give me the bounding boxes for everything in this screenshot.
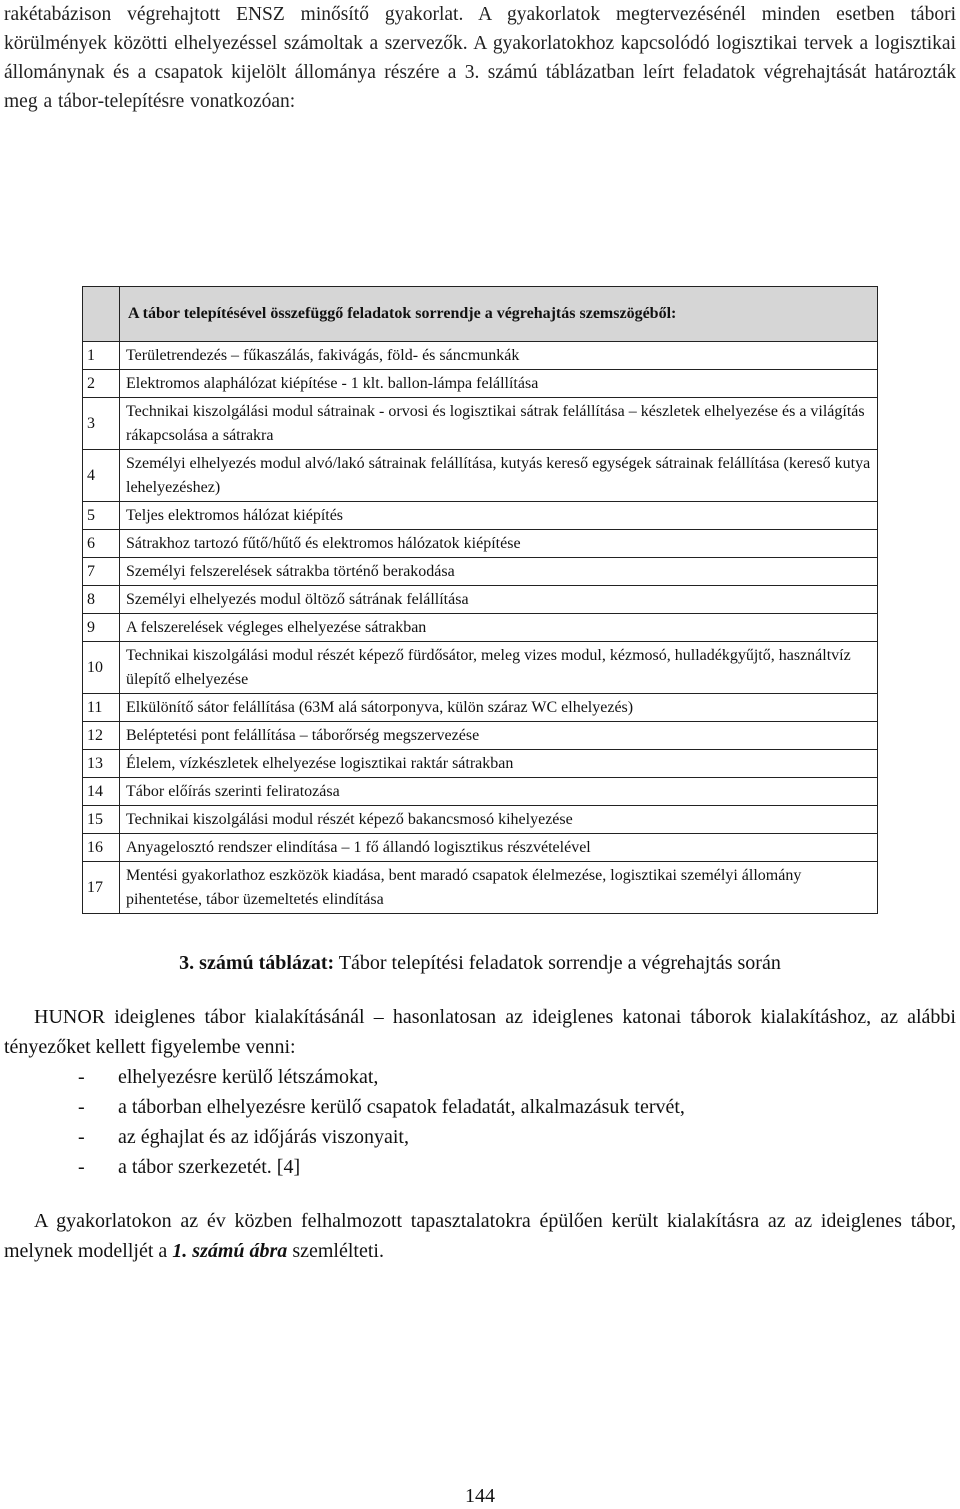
row-task: Technikai kiszolgálási modul sátrainak - orvosi és logisztikai sátrak felállítása – készletek elhelyezése és a világítás rákapcsolása a sátrakra — [120, 398, 878, 450]
table-row — [83, 834, 878, 862]
row-task: Elkülönítő sátor felállítása (63M alá sátorponyva, külön száraz WC elhelyezés) — [120, 694, 878, 722]
row-task: Személyi felszerelések sátrakba történő berakodása — [120, 558, 878, 586]
row-number: 1 — [83, 342, 120, 370]
table-row — [83, 398, 878, 450]
row-task: Anyagelosztó rendszer elindítása – 1 fő állandó logisztikus részvételével — [120, 834, 878, 862]
row-number: 6 — [83, 530, 120, 558]
row-number: 11 — [83, 694, 120, 722]
row-number: 4 — [83, 450, 120, 502]
row-task: Elektromos alaphálózat kiépítése - 1 klt. ballon-lámpa felállítása — [120, 370, 878, 398]
row-task: Beléptetési pont felállítása – táborőrség megszervezése — [120, 722, 878, 750]
table-row — [83, 778, 878, 806]
header-number-cell — [83, 287, 120, 342]
table-header: A tábor telepítésével összefüggő feladatok sorrendje a végrehajtás szemszögéből: — [120, 287, 878, 342]
row-task: Sátrakhoz tartozó fűtő/hűtő és elektromos hálózatok kiépítése — [120, 530, 878, 558]
row-number: 9 — [83, 614, 120, 642]
row-task: Technikai kiszolgálási modul részét képező bakancsmosó kihelyezése — [120, 806, 878, 834]
list-item-text: a táborban elhelyezésre kerülő csapatok feladatát, alkalmazásuk tervét, — [118, 1096, 685, 1118]
table-row — [83, 750, 878, 778]
row-task: Tábor előírás szerinti feliratozása — [120, 778, 878, 806]
row-task: Teljes elektromos hálózat kiépítés — [120, 502, 878, 530]
row-number: 16 — [83, 834, 120, 862]
task-sequence-table — [82, 286, 878, 914]
table-row — [83, 586, 878, 614]
page-number: 144 — [465, 1485, 495, 1507]
table-row — [83, 862, 878, 914]
list-item-text: a tábor szerkezetét. [4] — [118, 1156, 301, 1178]
row-number: 7 — [83, 558, 120, 586]
table-row — [83, 614, 878, 642]
table-row — [83, 722, 878, 750]
caption-label: 3. számú táblázat: — [179, 952, 335, 974]
table-row — [83, 530, 878, 558]
intro-paragraph: rakétabázison végrehajtott ENSZ minősítő gyakorlat. A gyakorlatok megtervezésénél minden esetben tábori körülmények közötti elhelyezéssel számoltak a szervezők. A gyakorlatokhoz kapcsolódó logisztikai tervek a logisztikai állománynak és a csapatok kijelölt állománya részére a 3. számú táblázatban leírt feladatok végrehajtását határozták meg a tábor-telepítésre vonatkozóan: — [4, 4, 956, 112]
bullet-dash: - — [78, 1156, 85, 1178]
list-item — [78, 1152, 685, 1182]
row-number: 3 — [83, 398, 120, 450]
factors-paragraph: HUNOR ideiglenes tábor kialakításánál – hasonlatosan az ideiglenes katonai táborok kialakításhoz, az alábbi tényezőket kellett figyelembe venni: — [4, 1006, 956, 1058]
row-task: Személyi elhelyezés modul alvó/lakó sátrainak felállítása, kutyás kereső egységek sátrainak felállítása (kereső kutya lehelyezéshez) — [120, 450, 878, 502]
factors-list — [78, 1062, 685, 1182]
list-item — [78, 1062, 685, 1092]
table-row — [83, 642, 878, 694]
row-task: A felszerelések végleges elhelyezése sátrakban — [120, 614, 878, 642]
list-item-text: elhelyezésre kerülő létszámokat, — [118, 1066, 379, 1088]
row-number: 2 — [83, 370, 120, 398]
list-item — [78, 1122, 685, 1152]
bullet-dash: - — [78, 1096, 85, 1118]
model-paragraph — [4, 1206, 956, 1266]
row-task: Élelem, vízkészletek elhelyezése logisztikai raktár sátrakban — [120, 750, 878, 778]
table-row — [83, 502, 878, 530]
row-number: 13 — [83, 750, 120, 778]
table-header-row — [83, 287, 878, 342]
table-row — [83, 342, 878, 370]
table-row — [83, 694, 878, 722]
table-caption — [0, 948, 960, 978]
row-task: Személyi elhelyezés modul öltöző sátrának felállítása — [120, 586, 878, 614]
table-row — [83, 558, 878, 586]
row-task: Mentési gyakorlathoz eszközök kiadása, bent maradó csapatok élelmezése, logisztikai személyi állomány pihentetése, tábor üzemeltetés elindítása — [120, 862, 878, 914]
row-number: 8 — [83, 586, 120, 614]
table-row — [83, 370, 878, 398]
bullet-dash: - — [78, 1126, 85, 1148]
model-paragraph-end: szemlélteti. — [287, 1240, 384, 1262]
row-number: 5 — [83, 502, 120, 530]
row-task: Területrendezés – fűkaszálás, fakivágás, föld- és sáncmunkák — [120, 342, 878, 370]
table-row — [83, 450, 878, 502]
list-item — [78, 1092, 685, 1122]
caption-text: Tábor telepítési feladatok sorrendje a végrehajtás során — [334, 952, 781, 974]
row-number: 10 — [83, 642, 120, 694]
bullet-dash: - — [78, 1066, 85, 1088]
model-paragraph-text: A gyakorlatokon az év közben felhalmozott tapasztalatokra épülően került kialakításra az az ideiglenes tábor, melynek modelljét a — [4, 1210, 956, 1262]
row-number: 15 — [83, 806, 120, 834]
figure-reference: 1. számú ábra — [172, 1240, 288, 1262]
table-row — [83, 806, 878, 834]
row-number: 12 — [83, 722, 120, 750]
list-item-text: az éghajlat és az időjárás viszonyait, — [118, 1126, 409, 1148]
row-task: Technikai kiszolgálási modul részét képező fürdősátor, meleg vizes modul, kézmosó, hulladékgyűjtő, használtvíz ülepítő elhelyezése — [120, 642, 878, 694]
row-number: 14 — [83, 778, 120, 806]
row-number: 17 — [83, 862, 120, 914]
